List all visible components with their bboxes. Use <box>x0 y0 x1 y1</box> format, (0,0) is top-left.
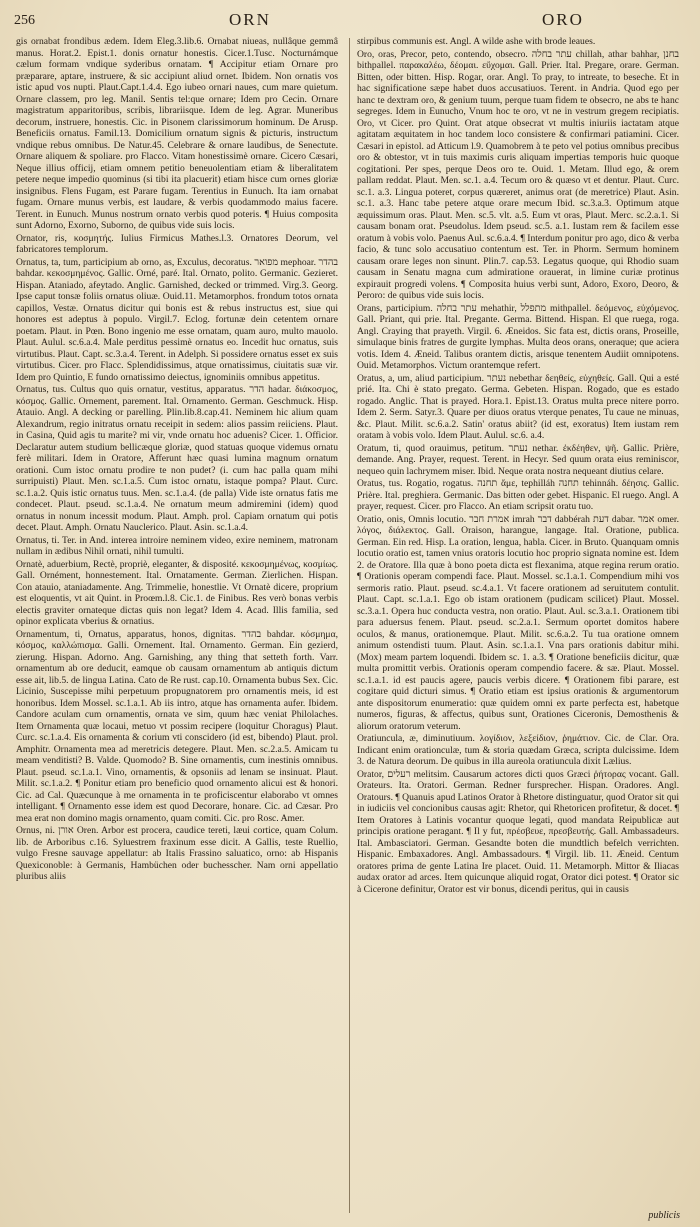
column-divider <box>349 38 350 1213</box>
entry-oratio: Oratio, onis, Omnis locutio. אמרת חבר imrah דבר dabbérah דעת dabar. אמר omer. λόγος, διάλεκτος. Gall. Oraison, harangue, langage. Ital. Oratione, publica. German. Ein red. Hisp. La oration, lengua, habla. Cicer. in Bruto. Quanquam omnis locutio oratio est, tamen vnius oratoris locutio hoc proprio signata nomine est. Idem 2. de Oratore. Illa quæ à bono poeta dicta est flexanima, atque regina rerum oratio. ¶ Orationis operam compendi face. Plaut. Mossel. sc.1.a.1. Compendium mihi vos sermoris ratio. Plaut. pseud. sc.4.a.1. Vt facere orationem ad seruitutem contulit. Plaut. Capt. sc.1.a.1. Ego ob istam orationem (pudicam scilicet) Plaut. Mossel. sc.3.a.1. Opera huc conducta vestra, non oratio. Plaut. Aul. sc.3.a.1. Orationem tibi para aduersus fenem. Plaut. pseud. sc.2.a.1. Sermum oportet domitos habere oculos, & manus, orationemque. Plaut. Milit. sc.6.a.2. Tu tua oratione omnem animum ostendisti tuum. Plaut. Asin. sc.1.a.1. Vna pars orationis dabitur mihi. (Mox) meam partem loquendi. Ibidem sc. 1. a.3. ¶ Oratione beneficiis dicitur, quæ multa promittit verbis. Orationis operam compendio facere. & sæ. Plaut. Mossel. sc.1.a.1. id est paucis agere, paucis verbis dicere. ¶ Orationem fibi parare, est cogitare quid dicturi simus. ¶ Oratio etiam est ipsius orationis & argumentorum ante dispositorum enumeratio: quæ quidem omni ex parte perfecta est, habetque numeros, figuras, & affectus, quibus sunt, Orationes Ciceronis, Demosthenis & aliorum oratorum veterum. <box>357 513 679 732</box>
entry-ornus: Ornus, ni. אורן Oren. Arbor est procera, caudice tereti, læui cortice, quam Colum. lib. de Arboribus c.16. Syluestrem fraxinum esse dicit. A Gallis, teste Ruellio, vulgo Fresne sauvage appellatur: ab Italis Frassino saluatico, orno: ab Hispanis Quexiconoble: à Germanis, Hambüchen oder buchesscher. Nam orni appellatio pluribus aliis <box>16 825 338 882</box>
entry-orans: Orans, participium. עתר בחלה mehathir, מתפלל mithpallel. δεόμενος, εὐχόμενος. Gall. Priant, qui prie. Ital. Pregante. Germa. Bittend. Hispan. El que ruega, roga. Angl. Craying that prayeth. Virgil. 6. Æneidos. Sic fata est, dictis orans, Proseille, simulaque binis fratres de gurgite lymphas. Multa deos orans, oneraque; que aciera votis. Idem 4. Æneid. Talibus orantem dictis, arisque tenentem Audiit omnipotens. Ouid. Metamorphos. Victum orantemque refert. <box>357 302 679 371</box>
entry-ornus-cont: stirpibus communis est. Angl. A wilde ashe with brode leaues. <box>357 36 596 47</box>
entry-orno-cont: gis ornabat frondibus ædem. Idem Eleg.3.lib.6. Ornabat niueas, nullâque gemmâ manus. Horat.2. Epist.1. donis ornatur honestis. Cicer.1.Tusc. Nocturnámque cælum formam vndique syderibus ornatam. ¶ Accipitur etiam Ornare pro præparare, aptare, instruere, & sic accipiunt aliud ornet. Ibidem. Non ornatis vos istic apud vos nupti. Plaut.Capt.1.4.4. Ego iubeo ornari naues, cum mare quietum. Ornare classem, pro leg. Manil. Sentis tel:que ornare; Idem pro Cecin. Ornare magistratum apparitoribus, scribis, librariisque. Idem de leg. Agrar. Muneribus decorum, instruere, honestis. Cic. in Pisonem clarissimorum hominum. De Arusp. Beneficiis ornatus. Famil.13. Domicilium ornatum signis & picturis, instructum vndique rebus omnibus. De Natur.45. Celebrare & ornare laudibus, de Senectute. Ornare aliquem & spoliare. pro Flacco. Vitam honestissimè ornare. Cicero Cæsari, Neque illius officij, etiam omnem petitio beneuolentiam etiam & liberalitatem petere neque impedio quominus (si tibi ita placuerit) etiam hisce cum ornes gloriæ insignibus. Flens Fugam, est Parare fugam. Terentius in Eunuch. Ita iam ornabat fugam. Ornare munus verbis, est laudare, & verbis quodammodo maius facere. Terent. in Eunuch. Munus nostrum ornato verbis quod poteris. ¶ Huius composita sunt Adorno, Exorno, Suborno, de quibus vide suis locis. <box>16 36 338 231</box>
entry-ornatus-noun: Ornatus, tus. Cultus quo quis ornatur, vestitus, apparatus. הדר hadar. διάκοσμος, κόσμος. Gallic. Ornement, parement. Ital. Ornamento. German. Geschmuck. Hisp. Atauio. Angl. A decking or parelling. Plin.lib.8.cap.41. Neminem hic alium quam Alexandrum, regio initratus ornatu receipit in sedem: alios passim reiiciens. Plaut. in Casina, Quid agis tu marite? mi vir, vnde ornatu hoc aduenis? Cicer. 1. Officior. Declaratur autem studium bellicæque gloriæ, quod statuas quoque videmus ornatu ferè militari. Idem in Oratore, Afferunt hæc quasi lumina magnum ornatum orationi. Cum istoc ornatu prodire te non pudet? (i. cum hac palla quam mihi surripuisti) Plaut. Men. sc.1.a.5. Cum istoc ornatu, istaque pompa? Plaut. Curc. sc.1.a.2. Quis istic ornatus tuus. Men. sc.1.a.4. (de palla) Vide iste ornatus fatis me condecet. Plaut. pseud. sc.1.a.4. Ne ornatum meum admiremini (idem) quod ornatus in nonum incessit modum. Plaut. Amph. prol. Capiam ornatum qui potis decet. Plaut. Amph. Ornatu Nauclerico. Plaut. Asin. sc.1.a.4. <box>16 384 338 533</box>
right-guide-word: ORO <box>542 10 584 29</box>
entry-ornate: Ornatè, aduerbium, Rectè, propriè, eleganter, & disposité. κεκοσμημένως, κοσμίως. Gall. Ornément, honnestement. Ital. Ornatamente. German. Zierlichen. Hispan. Con atauio, ataniadamente. Ang. Trimmelie, honestlie. Vt Ornatè dicere, proprium est eloquentis, vt ait Quint. in Proœm.l.8. Cic.1. de Finibus. Res verò bonas verbis electis graviter ornateque dictas quis non legat? Idem 4. Acad. Illis familia, sed opinor explicata vberius & ornatius. <box>16 558 338 627</box>
entry-oratum: Oratum, ti, quod orauimus, petitum. נעתר nethar. ἐκδέηθεν, ψῆ. Gallic. Prière, demande. Ang. Prayer, request. Terent. in Hecyr. Sed quum orata eius reminiscor, nequeo quin lachrymem miser. Ibid. Neque orata nostra nequeant diutius celare. <box>357 442 679 477</box>
entry-orator: Orator, רעלים melitsim. Causarum actores dicti quos Græci ῥήτορας vocant. Gall. Orateurs. Ita. Oratori. German. Redner fursprecher. Hispan. Oradores. Angl. Oratours. ¶ Quanuis apud Latinos Orator à Rhetore distinguatur, quod Orator sit qui in iudiciis vel concionibus causas agit: Rhetor, qui Rhetoricen profitetur, & docet. ¶ Item Oratores à Latinis vocantur quoque legati, quod mandata Reipublicæ aut principis oratione peragant. ¶ Il y fut, πρέσβευε, πρεσβευτής. Gall. Ambassadeurs. Ital. Ambasciatori. German. Gesandte boten die mundtlich befelch verrichten. Hispanic. Embaxadores. Angl. Ambassadours. ¶ Virgil. lib. 11. Æneid. Centum oratores prima de gente Latina Ire placet. Ouid. 11. Metamorph. Mittor & Iliacas audax orator ad arces. Item quicunque aliquid rogat, Orator dici potest. ¶ Orator sic à Cicerone definitur, Orator est vir bonus, dicendi peritus, qui in causis <box>357 768 679 895</box>
entry-oratus-participle: Oratus, a, um, aliud participium. נעתר nebethar δεηθείς, εὐχηθείς. Gall. Qui a esté prié. Ita. Chi è stato pregato. Germa. Gebeten. Hispan. Rogado, que es estado rogado. Anglic. That is prayed. Hora.1. Epist.13. Oratus multa prece nitere porro. Idem 2. Serm. Satyr.3. Quare per diuos oratus vterque penates, Tu caue ne minuas, &c. Plaut. Milit. sc.6.a.2. Satin' oratus abiit? (id est, exoratus) Item iustam rem oratam à vobis volo. Idem Plaut. Aulul. sc.6. a.4. <box>357 372 679 441</box>
entry-ornatus-participle: Ornatus, ta, tum, participium ab orno, as, Exculus, decoratus. מפואר mephoar. בהדר bahdar. κεκοσμημένος. Gallic. Orné, paré. Ital. Ornato, polito. Germanic. Gezieret. Hispan. Ataniado, afeytado. Anglic. Garnished, decked or trimmed. Virg.3. Georg. Ipse caput tonsæ foliis ornatus oliuæ. Ouid.11. Metamorphos. frondum totos ornata capillos, Vestæ. Ornatus dicitur qui bonis est & rebus instructus est, siue qui honores est adeptus à populo. Virgil.7. Eclog. fortunæ dein cetentem ornare poetam. Plaut. in Pœn. Bono ingenio me esse ornatam, quam auro, multo mauolo. Plaut. Aulul. sc.6.a.4. Male perditus pessimè ornatus eo. Incedit huc ornatus, suis virtutibus. Plaut. Capt. sc.3.a.4. Terent. in Adelph. Si possidere ornatus esset ex suis virtutibus. Cicer. pro Flacc. Splendidissimus, atque ornatissimus, ciuitatis suæ vir. Idem pro Quintio, E fundo ornatissimo deiectus, ignominiis omnibus appetitus. <box>16 256 338 383</box>
catchword: publicis <box>648 1210 680 1221</box>
entry-oratus-noun: Oratus, tus. Rogatio, rogatus. תחנה ἄμε, tephilláh תחנה tehinnáh. δέησις. Gallic. Prière. Ital. preghiera. Germanic. Das bitten oder gebet. Hispanic. El ruego. Angl. A prayer, request. Cicer. pro Flacco. An etiam scripsit oratu tuo. <box>357 478 679 512</box>
entry-oratiuncula: Oratiuncula, æ, diminutiuum. λογίδιον, λεξείδιον, ῥημάτιον. Cic. de Clar. Ora. Indicant enim orationculæ, tum & storia quædam Græca, scripta dulcissime. Idem 3. de Natura deorum. De quibus in illa aureola oratiuncula dixit Lælius. <box>357 733 679 767</box>
left-column <box>16 36 338 1216</box>
entry-ornamentum: Ornamentum, ti, Ornatus, apparatus, honos, dignitas. בהדר bahdar. κόσμημα, κόσμος, καλλώπισμα. Galli. Ornement. Ital. Ornamento. German. Ein gezierd, zierung. Hispan. Adorno. Ang. Garnishing, any thing that setteth forth. Varr. ornamentum ab ore deducit, eamque ob causam ornamentum ab antiquis dictum esse ait, lib.5. de lingua Latina. Cato de Re rust. cap.10. Ornamenta bubus Sex. Cic. Licinio, Suscepisse mihi perpetuum propugnatorem pro ornamentis meis, id est honoribus. Idem Mossel. sc.1.a.1. Ab iis intro, atque has ornamenta aufer. Ibidem. Candore aculam cum ornamentis, ornata ve sim, quum hæc veniat Philolaches. Item Ornamenta quæ locaui, metuo vt possim recipere (loquitur Choragus) Plaut. Curc. sc.1.a.4. Eis ornamenta & corium vti conscidero (id est, bibendo) Plaut. prol. Amphitr. Ornamenta mea ad meretricis detegere. Plaut. Men. sc.2.a.5. Amicam tu meam venditisti? B. Valde. Quomodo? B. Sine ornamentis, cum inestinis omnibus. Plaut. pseud. sc.1.a.1. Vino, ornamentis, & opsoniis ad lenam se insinuat. Plaut. Milit. sc.1.a.2. ¶ Ponitur etiam pro beneficio quod ornamento alicui est & honori. Cic. ad Cal. Quæcunque à me ornamenta in te proficiscentur elaborabo vt omnes intelligant. ¶ Ornamento esse idem est quod Decorare, honare. Cic. ad Cæsar. Pro mea erat non domino magis ornamento, quam comiti. Cic. pro Rosc. Amer. <box>16 628 338 824</box>
entry-oro: Oro, oras, Precor, peto, contendo, obsecro. עתר בחלה chillah, athar bahhar, בחנן bithpallel. παρακαλέω, δέομαι. εὔχομαι. Gall. Prier. Ital. Pregare, orare. German. Bitten, oder bitten. Hisp. Rogar, orar. Angl. To pray, to intreate, to beseche. Et in hac significatione sæpe habet duos accusatiuos. Terent. in Andria. Quod ego per hanc te dextram oro, & genium tuum, perque tuam fidem te obsecro, ne abs te hanc segreges. Idem in Eunucho, Vnum hoc te oro, vt ne in vestrum gregem recipiatis. Oro, vt Cicer. pro Quint. Orat atque obsecrat vt multis iniuriis iactatam atque agitatam æquitatem in hoc tandem loco consistere & confirmari patiamini. Cicer. Cæsari in epistol. ad Atticum l.9. Quamobrem à te peto vel potius omnibus precibus oro & obtestor, vt in tuis maximis curis aliquam impertias temporis huic quoque cogitationi. Per spes, perque Deos oro te. Ouid. 1. Metam. Illud ego, & orem pallam reddat. Plaut. Men. sc.1. a.4. Tecum oro & quæso vt et dentur. Plaut. Curc. sc.1. a.3. Lingua poteret, corpus quæreret, animus orat (de meretrice) Plaut. Asin. sc.1. a.3. Hanc tabe petere atque orare mecum Ibid. sc.3.a.3. Optimum atque æquissimum oras. Plaut. Men. sc.5. vlt. a.5. Eum vt oras, Plaut. Merc. sc.2.a.1. Si causam bonam orat. Pseudolus. Idem pseud. sc.5. a.1. Iustam rem & facilem esse oratum à vobis volo. Paenus Aul. sc.6.a.4. ¶ Interdum ponitur pro ago, dico & verba facio, & tunc solo accusatiuo contentum est. Ter. in Phorm. Sermum hominem causam orare leges non sinunt. Plin.7. cap.53. Legatus quoque, qui Rhodio suam causam in Senatu magna cum admiratione orauerat, in limine curiæ protinus expirauit progredi volens. ¶ Composita huius verbi sunt, Adoro, Exoro, Deoro, & Peroro: de quibus vide suis locis. <box>357 48 679 301</box>
right-column <box>357 36 679 1216</box>
entry-ornator: Ornator, ris, κοσμητής. Iulius Firmicus Mathes.l.3. Ornatores Deorum, vel fabricatores templorum. <box>16 232 338 255</box>
page-number: 256 <box>14 13 35 28</box>
entry-ornatus-ti: Ornatus, ti. Ter. in And. interea introire neminem video, exire neminem, matronam nullam in ædibus Nihil ornati, nihil tumulti. <box>16 534 338 557</box>
running-header <box>14 10 686 34</box>
left-guide-word: ORN <box>229 10 271 29</box>
